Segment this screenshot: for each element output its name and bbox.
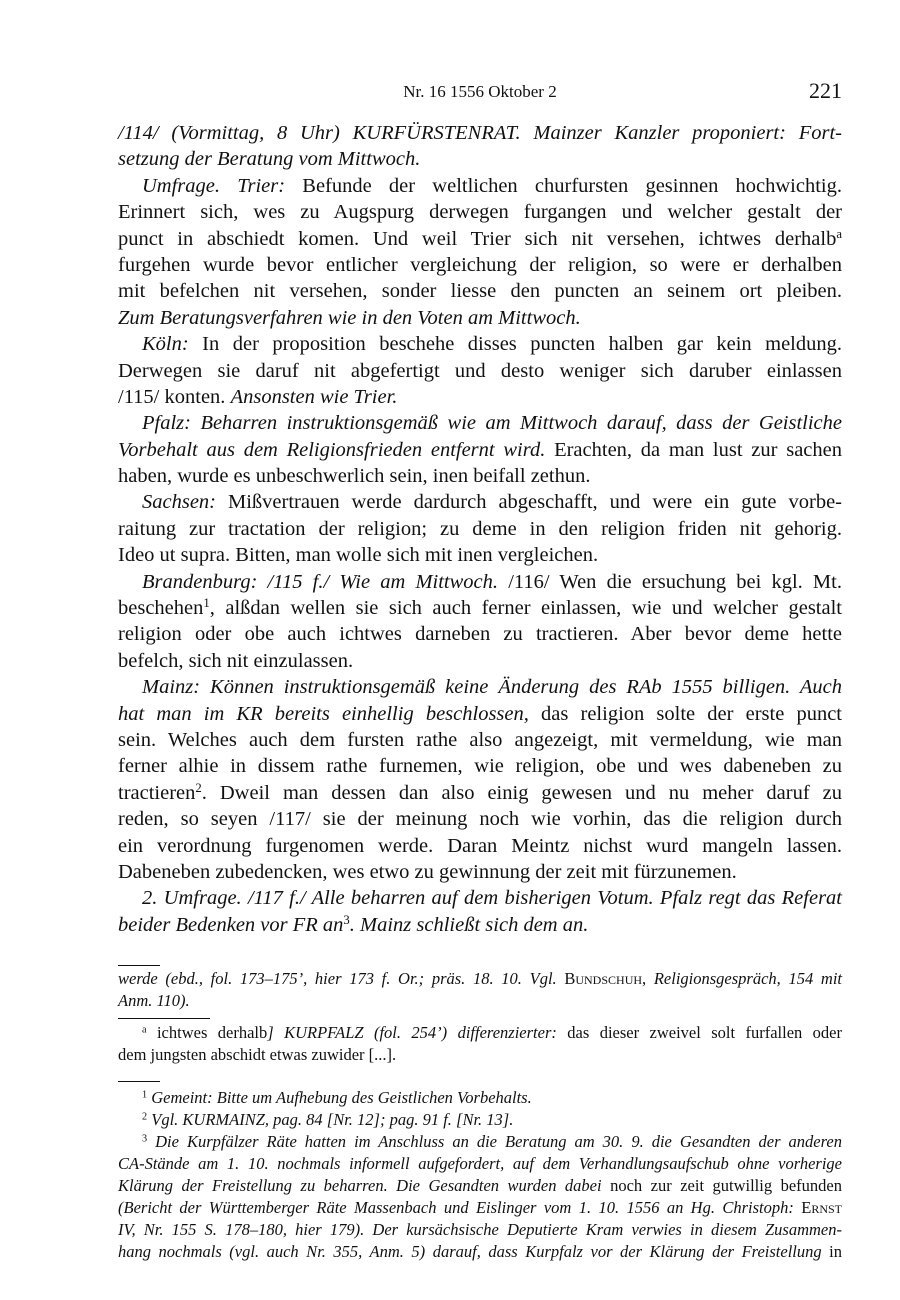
- text-run: hang nochmals (vgl. auch Nr. 355, Anm. 5) darauf, dass Kurpfalz vor der Klärung der Freistellung: [118, 1242, 822, 1261]
- text-run: religion oder obe auch ichtwes darneben zu tractieren. Aber bevor deme hette: [118, 623, 842, 646]
- text-run: in: [821, 1242, 842, 1261]
- text-run: mit befelchen nit versehen, sonder liesse den puncten an seinem ort pleiben.: [118, 280, 842, 303]
- text-run: Ernst: [801, 1198, 842, 1217]
- text-run: CA-Stände am 1. 10. nochmals informell aufgefordert, auf dem Verhandlungsaufschub ohne vorherige: [118, 1154, 842, 1173]
- text-run: dem jungsten abschidt etwas zuwider [...].: [118, 1045, 397, 1064]
- text-line: [118, 226, 842, 252]
- text-line: [118, 1044, 842, 1066]
- text-run: Mainz: Können instruktionsgemäß keine Änderung des RAb 1555 billigen. Auch: [142, 676, 842, 699]
- text-line: [118, 384, 842, 410]
- footnotes: [118, 1087, 842, 1263]
- text-line: [118, 1219, 842, 1241]
- text-line: [118, 806, 842, 832]
- text-line: [118, 569, 842, 595]
- text-line: [118, 674, 842, 700]
- text-line: [118, 990, 842, 1012]
- text-run: Erachten, da man lust zur sachen: [545, 438, 842, 461]
- text-line: [118, 463, 842, 489]
- footnote-marker: 3: [142, 1133, 148, 1145]
- text-line: [118, 1175, 842, 1197]
- text-run: sein. Welches auch dem fursten rathe also angezeigt, mit vermeldung, wie man: [118, 728, 842, 751]
- text-line: [118, 542, 842, 568]
- text-line: [118, 753, 842, 779]
- text-line: [118, 1153, 842, 1175]
- text-run: Derwegen sie daruf nit abgefertigt und desto weniger sich daruber einlassen: [118, 359, 842, 382]
- text-line: [118, 701, 842, 727]
- text-run: Umfrage. Trier:: [142, 174, 286, 197]
- main-text: [118, 120, 842, 938]
- text-run: In der proposition beschehe disses puncten halben gar kein meldung.: [188, 333, 842, 356]
- text-run: Klärung der Freistellung zu beharren. Die Gesandten wurden dabei: [118, 1176, 602, 1195]
- footnote-marker: 3: [343, 912, 350, 927]
- footnote-continuation: [118, 968, 842, 1012]
- text-run: Ideo ut supra. Bitten, man wolle sich mit inen vergleichen.: [118, 544, 599, 567]
- text-run: Die Kurpfälzer Räte hatten im Anschluss an die Beratung am 30. 9. die Gesandten der anderen: [147, 1132, 842, 1151]
- text-run: . Mainz schließt sich dem an.: [349, 913, 589, 936]
- text-run: . Dweil man dessen dan also einig gewesen und nu meher daruf zu: [201, 781, 842, 804]
- text-run: Sachsen:: [142, 491, 217, 514]
- text-line: [118, 885, 842, 911]
- text-run: Brandenburg: /115 f./ Wie am Mittwoch.: [142, 570, 499, 593]
- text-run: Köln:: [142, 333, 189, 356]
- text-run: werde (ebd., fol. 173–175’, hier 173 f. Or.; präs. 18. 10. Vgl.: [118, 969, 565, 988]
- text-run: beschehen: [118, 597, 204, 620]
- text-line: [118, 410, 842, 436]
- text-run: IV, Nr. 155 S. 178–180, hier 179). Der kursächsische Deputierte Kram verwies in diesem Zusammen-: [118, 1220, 842, 1239]
- text-run: 2. Umfrage. /117 f./ Alle beharren auf dem bisherigen Votum. Pfalz regt das Referat: [142, 887, 842, 910]
- text-line: [118, 437, 842, 463]
- text-run: Zum Beratungsverfahren wie in den Voten am Mittwoch.: [118, 306, 581, 329]
- text-line: [118, 331, 842, 357]
- text-run: befelch, sich nit einzulassen.: [118, 649, 354, 672]
- text-run: Erinnert sich, wes zu Augspurg derwegen furgangen und welcher gestalt der: [118, 201, 842, 224]
- text-line: [118, 120, 842, 146]
- text-line: [118, 780, 842, 806]
- text-line: [118, 173, 842, 199]
- text-line: [118, 1241, 842, 1263]
- text-run: /114/ (Vormittag, 8 Uhr) KURFÜRSTENRAT. Mainzer Kanzler proponiert: Fort-: [118, 122, 842, 144]
- text-run: Anm. 110).: [118, 991, 190, 1010]
- text-run: Bundschuh: [564, 969, 643, 988]
- text-run: ] KURPFALZ (fol. 254’) differenzierter:: [267, 1023, 557, 1042]
- footnote-marker: 2: [142, 1111, 148, 1123]
- text-run: /115/ konten.: [118, 385, 231, 408]
- page-number: 221: [809, 78, 842, 103]
- footnote-marker: 1: [203, 596, 210, 611]
- textual-notes-divider: [118, 1018, 210, 1019]
- text-run: (Bericht der Württemberger Räte Massenbach und Eislinger vom 1. 10. 1556 an Hg. Christoph:: [118, 1198, 802, 1217]
- text-run: setzung der Beratung vom Mittwoch.: [118, 148, 421, 171]
- text-run: , alßdan wellen sie sich auch ferner einlassen, wie und welcher gestalt: [209, 597, 842, 620]
- text-line: [118, 859, 842, 885]
- text-run: das dieser zweivel solt furfallen oder: [556, 1023, 843, 1042]
- text-line: [118, 1022, 842, 1044]
- text-run: das religion solte der erste punct: [528, 702, 842, 725]
- text-line: [118, 727, 842, 753]
- text-run: furgehen wurde bevor entlicher vergleichung der religion, so were er derhalben: [118, 253, 842, 276]
- text-run: Pfalz: Beharren instruktionsgemäß wie am Mittwoch darauf, dass der Geistliche: [142, 412, 842, 435]
- footnotes-divider: [118, 1081, 160, 1082]
- text-line: [118, 1087, 842, 1109]
- text-run: Dabeneben zubedencken, wes etwo zu gewinnung der zeit mit fürzunemen.: [118, 860, 737, 883]
- text-line: [118, 621, 842, 647]
- text-line: [118, 912, 842, 938]
- text-run: Ansonsten wie Trier.: [230, 385, 398, 408]
- text-run: haben, wurde es unbeschwerlich sein, inen beifall zethun.: [118, 465, 591, 488]
- text-line: [118, 1109, 842, 1131]
- text-run: Befunde der weltlichen churfursten gesinnen hochwichtig.: [285, 174, 842, 197]
- running-title: Nr. 16 1556 Oktober 2: [403, 82, 557, 101]
- text-run: ein verordnung furgenomen werde. Daran Meintz nichst wurd mangeln lassen.: [118, 834, 842, 857]
- text-line: [118, 199, 842, 225]
- footnote-marker: 2: [195, 780, 202, 795]
- page-header: [118, 78, 842, 106]
- text-run: reden, so seyen /117/ sie der meinung noch wie vorhin, das die religion durch: [118, 808, 842, 831]
- text-line: [118, 278, 842, 304]
- text-run: ferner alhie in dissem rathe furnemen, wie religion, obe und wes dabeneben zu: [118, 755, 842, 778]
- text-run: Vgl. KURMAINZ, pag. 84 [Nr. 12]; pag. 91 f. [Nr. 13].: [147, 1110, 514, 1129]
- text-run: ichtwes derhalb: [146, 1023, 268, 1042]
- text-line: [118, 252, 842, 278]
- text-run: tractieren: [118, 781, 196, 804]
- text-line: [118, 648, 842, 674]
- text-line: [118, 1197, 842, 1219]
- text-run: Vorbehalt aus dem Religionsfrieden entfernt wird.: [118, 438, 546, 461]
- text-line: [118, 305, 842, 331]
- footnote-marker: 1: [142, 1089, 148, 1101]
- text-run: hat man im KR bereits einhellig beschlossen,: [118, 702, 529, 725]
- text-run: ,: [642, 969, 654, 988]
- text-line: [118, 833, 842, 859]
- text-line: [118, 489, 842, 515]
- text-run: punct in abschiedt komen. Und weil Trier sich nit versehen, ichtwes derhalb: [118, 227, 837, 250]
- footnote-marker: a: [142, 1024, 147, 1036]
- text-run: noch zur zeit gutwillig befunden: [601, 1176, 842, 1195]
- text-run: Gemeint: Bitte um Aufhebung des Geistlichen Vorbehalts.: [147, 1088, 532, 1107]
- text-line: [118, 968, 842, 990]
- footnote-divider: [118, 965, 160, 966]
- text-run: Religionsgespräch, 154 mit: [653, 969, 842, 988]
- text-line: [118, 1131, 842, 1153]
- text-run: beider Bedenken vor FR an: [118, 913, 344, 936]
- text-run: Mißvertrauen werde dardurch abgeschafft, und were ein gute vorbe-: [216, 491, 842, 514]
- text-run: raitung zur tractation der religion; zu deme in den religion friden nit gehorig.: [118, 517, 842, 540]
- text-run: /116/ Wen die ersuchung bei kgl. Mt.: [498, 570, 842, 593]
- footnote-marker: a: [836, 226, 842, 241]
- text-line: [118, 146, 842, 172]
- text-line: [118, 516, 842, 542]
- textual-notes: [118, 1022, 842, 1066]
- text-line: [118, 595, 842, 621]
- text-line: [118, 358, 842, 384]
